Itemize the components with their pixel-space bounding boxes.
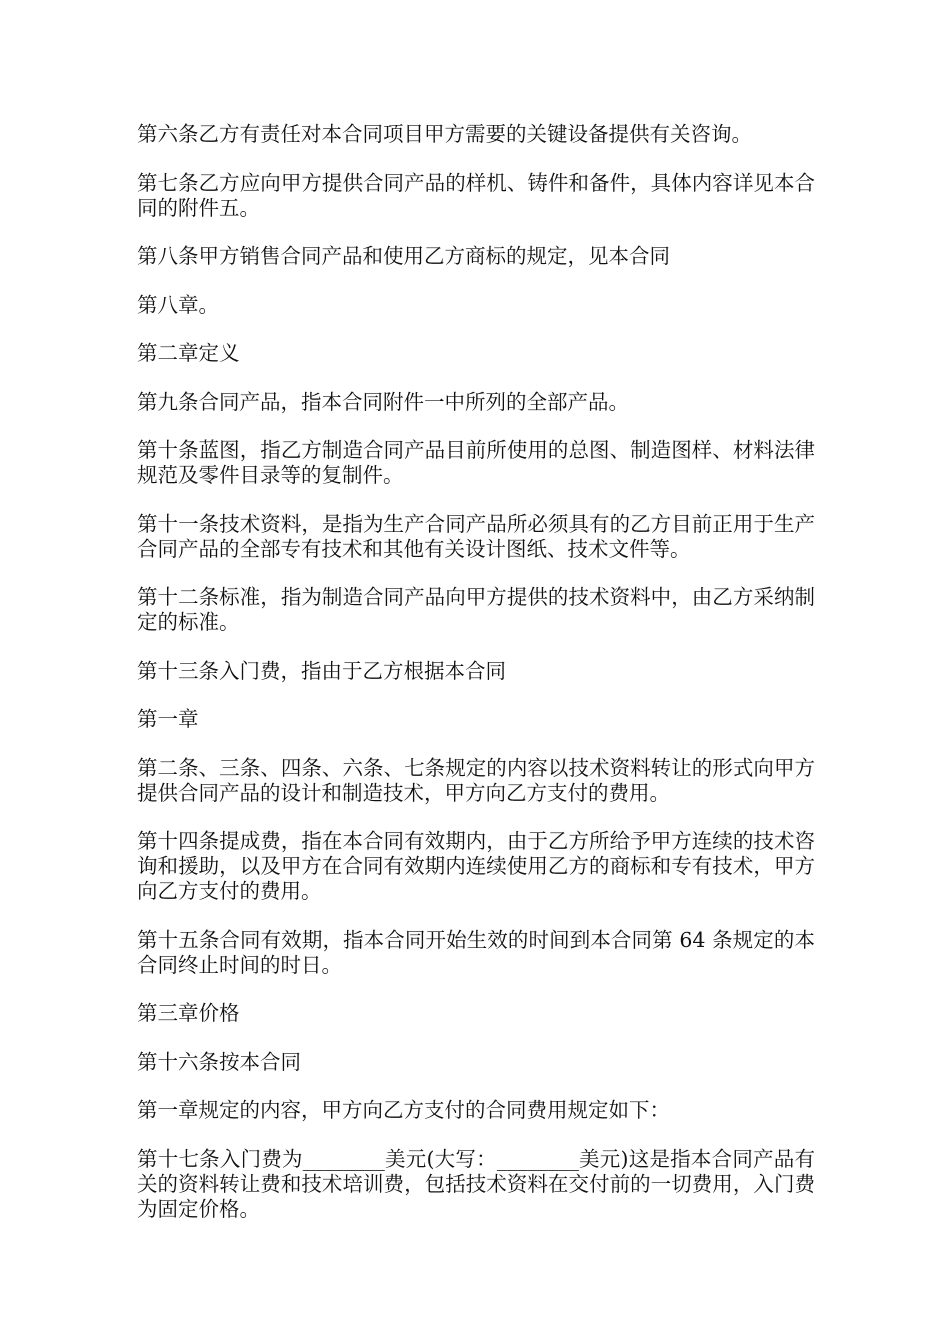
chapter-heading-3: 第三章价格 xyxy=(137,1001,240,1025)
document-body xyxy=(137,122,815,1245)
chapter-heading-2: 第二章定义 xyxy=(137,341,240,365)
paragraph-article-10: 第十条蓝图，指乙方制造合同产品目前所使用的总图、制造图样、材料法律规范及零件目录等的复制件。 xyxy=(137,438,815,487)
paragraph-article-15: 第十五条合同有效期，指本合同开始生效的时间到本合同第 64 条规定的本合同终止时间的时日。 xyxy=(137,927,815,977)
paragraph-article-13-continued: 第二条、三条、四条、六条、七条规定的内容以技术资料转让的形式向甲方提供合同产品的设计和制造技术，甲方向乙方支付的费用。 xyxy=(137,755,815,805)
paragraph-article-13: 第十三条入门费，指由于乙方根据本合同 xyxy=(137,658,506,683)
paragraph-article-14: 第十四条提成费，指在本合同有效期内，由于乙方所给予甲方连续的技术咨询和援助，以及甲方在合同有效期内连续使用乙方的商标和专有技术，甲方向乙方支付的费用。 xyxy=(137,829,815,903)
paragraph-article-7: 第七条乙方应向甲方提供合同产品的样机、铸件和备件，具体内容详见本合同的附件五。 xyxy=(137,170,815,220)
paragraph-article-8: 第八条甲方销售合同产品和使用乙方商标的规定，见本合同 xyxy=(137,244,670,268)
paragraph-article-17: 第十七条入门费为________美元(大写：________美元)这是指本合同产品有关的资料转让费和技术培训费，包括技术资料在交付前的一切费用，入门费为固定价格。 xyxy=(137,1146,815,1221)
paragraph-article-12: 第十二条标准，指为制造合同产品向甲方提供的技术资料中，由乙方采纳制定的标准。 xyxy=(137,585,815,634)
paragraph-article-11: 第十一条技术资料，是指为生产合同产品所必须具有的乙方目前正用于生产合同产品的全部专有技术和其他有关设计图纸、技术文件等。 xyxy=(137,511,815,561)
paragraph-article-16: 第十六条按本合同 xyxy=(137,1049,301,1074)
paragraph-article-16-continued: 第一章规定的内容，甲方向乙方支付的合同费用规定如下： xyxy=(137,1098,670,1122)
chapter-reference-8: 第八章。 xyxy=(137,292,219,317)
chapter-reference-1: 第一章 xyxy=(137,707,199,731)
paragraph-article-9: 第九条合同产品，指本合同附件一中所列的全部产品。 xyxy=(137,389,629,414)
paragraph-article-6: 第六条乙方有责任对本合同项目甲方需要的关键设备提供有关咨询。 xyxy=(137,122,752,146)
